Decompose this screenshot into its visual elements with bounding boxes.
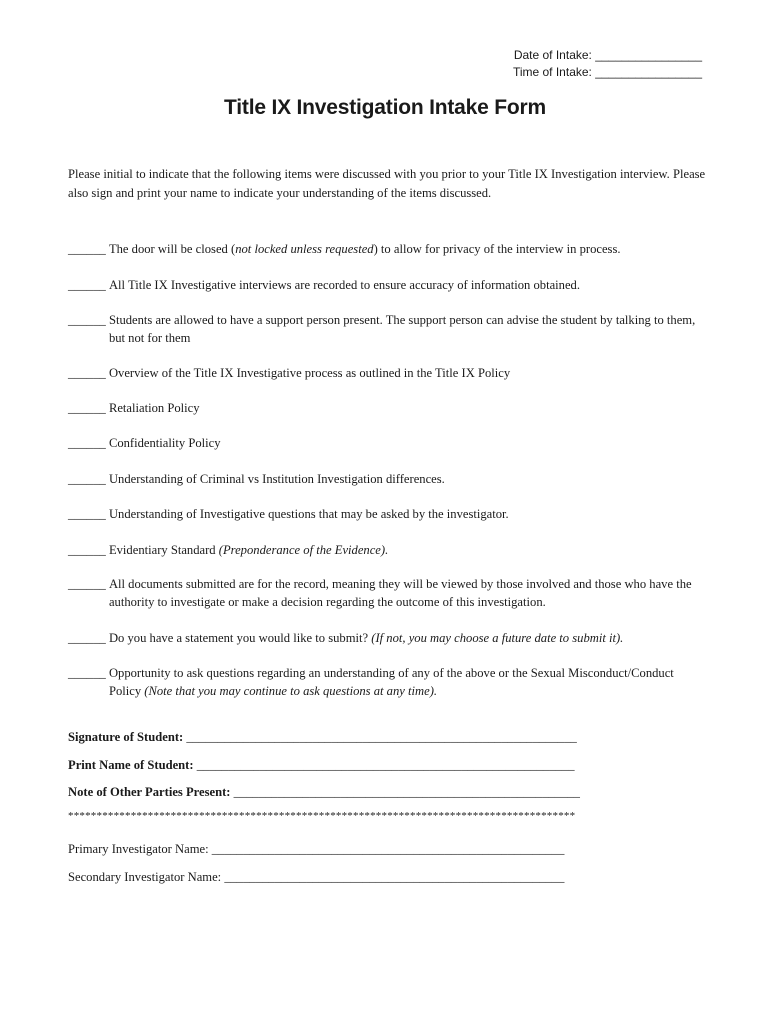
checklist-item-text-italic: not locked unless requested (235, 242, 374, 256)
checklist-item (68, 240, 708, 258)
other-parties-field[interactable] (68, 783, 708, 801)
checklist-item-text-main: Overview of the Title IX Investigative process as outlined in the Title IX Policy (108, 366, 511, 380)
checklist-item-text-main: Do you have a statement you would like to submit? (108, 631, 372, 645)
time-of-intake-field[interactable]: Time of Intake: ________________ (512, 65, 702, 79)
checklist-item (68, 364, 708, 382)
initial-blank[interactable]: ______ (68, 631, 109, 645)
checklist-item-text (109, 629, 708, 647)
print-name-line[interactable]: ____________________________________________________________ (193, 758, 575, 772)
student-signature-line[interactable]: ______________________________________________________________ (183, 730, 577, 744)
checklist-item-text-main: Retaliation Policy (108, 401, 200, 415)
checklist-item-text (109, 276, 708, 294)
checklist-item-text-italic: (Note that you may continue to ask questions at any time). (144, 684, 438, 698)
student-signature-label: Signature of Student: (68, 730, 184, 744)
checklist-item-text (109, 399, 708, 417)
other-parties-line[interactable]: _______________________________________________________ (230, 785, 580, 799)
primary-investigator-line[interactable]: ________________________________________________________ (208, 842, 565, 856)
checklist-item-text-main: All documents submitted are for the record, meaning they will be viewed by those involved and those who have the authority to investigate or make a decision regarding the outcome of this investigation. (108, 577, 692, 609)
checklist-item-text-italic: (Preponderance of the Evidence). (218, 543, 389, 557)
checklist-item (68, 575, 708, 611)
checklist-item-text-suffix: ) to allow for privacy of the interview in process. (373, 242, 621, 256)
initial-blank[interactable]: ______ (68, 436, 109, 450)
initial-blank[interactable]: ______ (68, 507, 109, 521)
initial-blank[interactable]: ______ (68, 577, 109, 591)
initial-blank[interactable]: ______ (68, 313, 109, 327)
checklist-item-text (109, 434, 708, 452)
checklist-item-text (109, 240, 708, 258)
checklist-item (68, 541, 708, 559)
checklist-item-text-main: Confidentiality Policy (108, 436, 221, 450)
checklist-item (68, 470, 708, 488)
checklist-item (68, 434, 708, 452)
print-name-label: Print Name of Student: (68, 758, 194, 772)
checklist-item (68, 505, 708, 523)
initial-blank[interactable]: ______ (68, 401, 109, 415)
checklist-item (68, 276, 708, 294)
separator-line: ***************************************************************************************** (68, 810, 576, 822)
checklist-item-text (109, 505, 708, 523)
checklist-item-text-italic: (If not, you may choose a future date to submit it). (371, 631, 624, 645)
other-parties-label: Note of Other Parties Present: (68, 785, 231, 799)
initial-blank[interactable]: ______ (68, 242, 109, 256)
checklist-item-text-main: Opportunity to ask questions regarding an understanding of any of the above or the Sexual Misconduct/Conduct Policy (108, 666, 674, 698)
secondary-investigator-label: Secondary Investigator Name: (68, 870, 222, 884)
initial-blank[interactable]: ______ (68, 366, 109, 380)
checklist-item-text-main: Understanding of Criminal vs Institution Investigation differences. (108, 472, 445, 486)
page-title: Title IX Investigation Intake Form (224, 96, 546, 119)
checklist-item (68, 399, 708, 417)
checklist-item-text-main: The door will be closed ( (108, 242, 236, 256)
checklist-item (68, 664, 708, 700)
primary-investigator-field[interactable] (68, 840, 708, 858)
checklist-item-text (109, 664, 708, 700)
checklist-item (68, 311, 708, 347)
checklist-item-text-main: Students are allowed to have a support person present. The support person can advise the student by talking to them, but not for them (108, 313, 696, 345)
checklist-item-text-main: All Title IX Investigative interviews are recorded to ensure accuracy of information obtained. (108, 278, 580, 292)
checklist-item-text-main: Understanding of Investigative questions that may be asked by the investigator. (108, 507, 509, 521)
initial-blank[interactable]: ______ (68, 543, 109, 557)
instructions-paragraph: Please initial to indicate that the following items were discussed with you prior to your Title IX Investigation interview. Please also sign and print your name to indicate your understanding of the items discussed. (68, 167, 706, 200)
intake-header-fields (513, 47, 702, 81)
date-of-intake-field[interactable]: Date of Intake: ________________ (513, 48, 702, 62)
checklist-item-text-main: Evidentiary Standard (108, 543, 219, 557)
checklist-item-text (109, 311, 708, 347)
checklist-item-text (109, 541, 708, 559)
checklist-item-text (109, 364, 708, 382)
checklist-item-text (109, 470, 708, 488)
checklist-item-text (109, 575, 708, 611)
initial-blank[interactable]: ______ (68, 472, 109, 486)
initial-blank[interactable]: ______ (68, 278, 109, 292)
checklist-item (68, 629, 708, 647)
print-name-field[interactable] (68, 756, 708, 774)
primary-investigator-label: Primary Investigator Name: (68, 842, 209, 856)
initial-blank[interactable]: ______ (68, 666, 109, 680)
secondary-investigator-line[interactable]: ______________________________________________________ (221, 870, 565, 884)
student-signature-field[interactable] (68, 728, 708, 746)
secondary-investigator-field[interactable] (68, 868, 708, 886)
